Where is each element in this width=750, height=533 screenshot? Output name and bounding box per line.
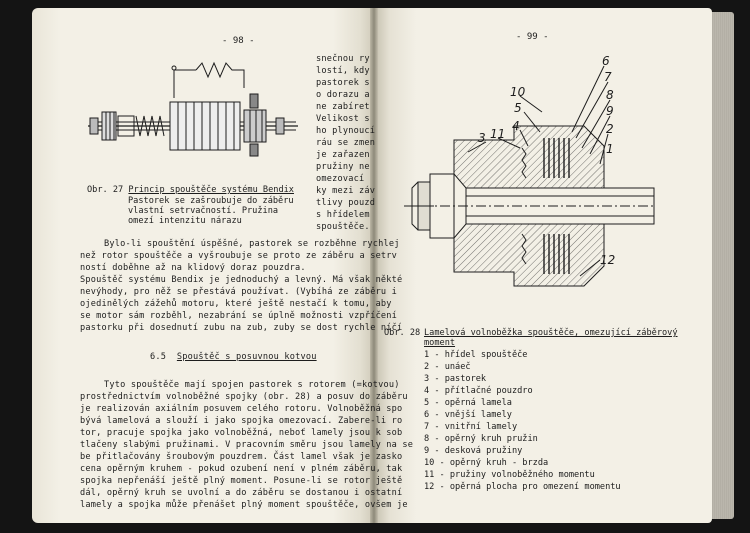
- side-line: tlivy pouzd: [316, 198, 376, 208]
- figure-28-legend: [424, 349, 621, 493]
- para2-line: Tyto spouštěče mají spojen pastorek s rotorem (=kotvou): [104, 380, 400, 390]
- para2-line: tlačeny slabými pružinami. V pracovním směru jsou lamely na se: [80, 440, 414, 450]
- section-number: 6.5: [150, 352, 167, 362]
- callout-5: 5: [514, 101, 522, 115]
- para1-line: než rotor spouštěče a vyšroubuje se proto ze záběru a setrv: [80, 251, 398, 261]
- para1-line: ností doběhne až na klidový doraz pouzdra.: [80, 263, 306, 273]
- para1-line: Spouštěč systému Bendix je jednoduchý a levný. Má však někté: [80, 275, 403, 285]
- figure-27-label: Obr. 27: [87, 185, 124, 195]
- callout-11: 11: [490, 127, 506, 141]
- figure-28-title-2: moment: [424, 338, 456, 348]
- side-line: pastorek s: [316, 78, 370, 88]
- legend-item: 7 - vnitřní lamely: [424, 422, 518, 432]
- para1-line: Bylo-li spouštění úspěšné, pastorek se rozběhne rychlej: [104, 239, 400, 249]
- legend-item: 9 - desková pružiny: [424, 446, 523, 456]
- para2-line: bývá lamelová a slouží i jako spojka omezovací. Zabere-li ro: [80, 416, 403, 426]
- figure-28-caption: [384, 328, 420, 339]
- side-line: lostí, kdy: [316, 66, 370, 76]
- figure-27-bendix-drawing: [88, 58, 308, 168]
- section-heading: [150, 352, 317, 363]
- callout-8: 8: [606, 88, 614, 102]
- legend-item: 4 - přítlačné pouzdro: [424, 386, 533, 396]
- callout-6: 6: [602, 54, 610, 68]
- legend-item: 8 - opěrný kruh pružin: [424, 434, 538, 444]
- side-line: s hřídelem: [316, 210, 370, 220]
- para2-line: je realizován axiálním posuvem celého rotoru. Volnoběžná spo: [80, 404, 403, 414]
- section-title: Spouštěč s posuvnou kotvou: [176, 352, 317, 362]
- figure-28-label: Obr. 28: [384, 328, 421, 338]
- figure-28-clutch-drawing: [404, 52, 658, 320]
- side-line: pružiny ne: [316, 162, 370, 172]
- para2-line: tor, pracuje spojka jako volnoběžná, neboť lamely jsou k sob: [80, 428, 403, 438]
- legend-item: 12 - opěrná plocha pro omezení momentu: [424, 482, 621, 492]
- legend-item: 2 - unáeč: [424, 362, 471, 372]
- para1-line: pastorku při dosednutí zubu na zub, zuby se dost rychle níčí: [80, 323, 403, 333]
- para1-line: ojedinělých zážehů motoru, které ještě nestačí k tomu, aby: [80, 299, 392, 309]
- side-line: spouštěče.: [316, 222, 370, 232]
- callout-2: 2: [606, 122, 614, 136]
- callout-3: 3: [478, 131, 486, 145]
- legend-item: 1 - hřídel spouštěče: [424, 350, 528, 360]
- legend-item: 6 - vnější lamely: [424, 410, 512, 420]
- callout-12: 12: [600, 253, 616, 267]
- legend-item: 11 - pružiny volnoběžného momentu: [424, 470, 595, 480]
- side-line: omezovací: [316, 174, 365, 184]
- legend-item: 3 - pastorek: [424, 374, 487, 384]
- para2-line: dál, opěrný kruh se uvolní a do záběru se dostanou i ostatní: [80, 488, 403, 498]
- para2-line: lamely a spojka může přenášet plný moment spouštěče, ovšem je: [80, 500, 408, 510]
- callout-4: 4: [512, 119, 520, 133]
- side-line: ky mezi záv: [316, 186, 376, 196]
- para2-line: spojka nepřenáší ještě plný moment. Posune-li se rotor ještě: [80, 476, 403, 486]
- para2-line: be přitlačovány šroubovým pouzdrem. Část lamel však je zasko: [80, 452, 403, 462]
- side-line: ho plynoucí: [316, 126, 376, 136]
- side-line: snečnou ry: [316, 54, 370, 64]
- para2-line: cena opěrným kruhem - pokud ozubení není v plném záběru, tak: [80, 464, 403, 474]
- side-line: o dorazu a: [316, 90, 370, 100]
- callout-1: 1: [606, 142, 614, 156]
- figure-27-note-1: Pastorek se zašroubuje do záběru: [128, 196, 294, 206]
- figure-27-note-3: omezí intenzitu nárazu: [128, 216, 242, 226]
- para1-line: nevýhody, pro něž se přestává používat. (Vybíhá ze záběru i: [80, 287, 398, 297]
- side-line: ne zabíret: [316, 102, 370, 112]
- figure-27-note-2: vlastní setrvačností. Pružina: [128, 206, 279, 216]
- page-number-right: - 99 -: [516, 32, 549, 42]
- para1-line: se motor sám rozběhl, nezabrání se úplně možnosti vzpříčení: [80, 311, 398, 321]
- legend-item: 5 - opěrná lamela: [424, 398, 512, 408]
- side-line: ráu se zmen: [316, 138, 376, 148]
- page-edges: [712, 12, 734, 519]
- figure-27-title: Princip spouštěče systému Bendix: [128, 185, 294, 195]
- legend-item: 10 - opěrný kruh - brzda: [424, 458, 549, 468]
- side-line: Velikost s: [316, 114, 370, 124]
- callout-10: 10: [510, 85, 526, 99]
- callout-7: 7: [604, 70, 612, 84]
- figure-27-caption: [87, 185, 294, 196]
- callout-9: 9: [606, 104, 614, 118]
- figure-28-title-1: Lamelová volnoběžka spouštěče, omezující záběrový: [424, 328, 678, 338]
- page-number-left: - 98 -: [222, 36, 255, 46]
- side-line: je zařazen: [316, 150, 370, 160]
- para2-line: prostřednictvím volnoběžné spojky (obr. 28) a posuv do záběru: [80, 392, 408, 402]
